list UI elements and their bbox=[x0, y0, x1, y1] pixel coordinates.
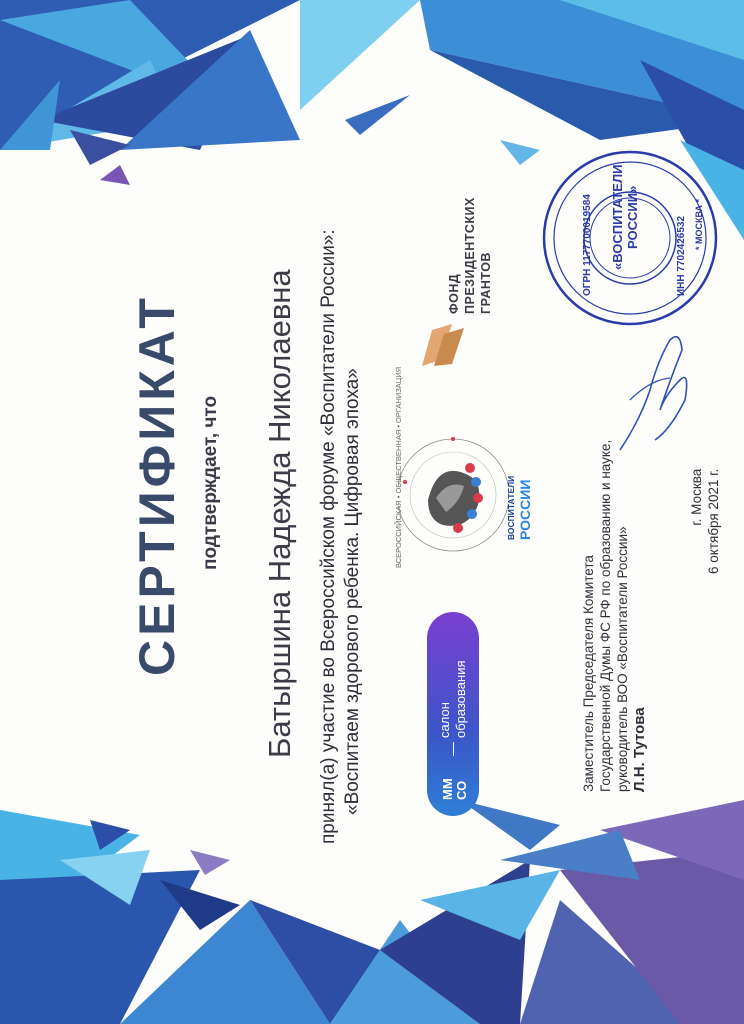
flower-red-icon bbox=[473, 493, 483, 503]
stamp-ogrn: ОГРН 1177700019584 bbox=[582, 194, 593, 296]
deco-triangle bbox=[460, 800, 560, 850]
ring-dot-icon bbox=[451, 437, 455, 441]
signatory-name: Л.Н. Тутова bbox=[631, 707, 648, 792]
participation-text: принял(а) участие во Всероссийском форуме «Воспитатели России»: bbox=[318, 229, 339, 844]
date: 6 октября 2021 г. bbox=[706, 468, 721, 574]
stamp-city: * МОСКВА * bbox=[694, 198, 704, 250]
city: г. Москва bbox=[689, 468, 704, 526]
signatory-block bbox=[580, 440, 648, 792]
signatory-position-line2: Государственной Думы ФС РФ по образованию и науке, bbox=[598, 439, 613, 792]
deco-triangle bbox=[345, 95, 410, 135]
flower-blue-icon bbox=[467, 509, 477, 519]
deco-triangle bbox=[70, 130, 130, 165]
flower-red-icon bbox=[453, 523, 463, 533]
salon-text: салон образования bbox=[437, 660, 468, 738]
logo-divider bbox=[453, 742, 454, 756]
place-date bbox=[688, 469, 722, 574]
forum-theme: «Воспитаем здорового ребенка. Цифровая эпоха» bbox=[342, 368, 363, 815]
signatory-position-line1: Заместитель Председателя Комитета bbox=[581, 555, 596, 792]
stamp-inn: ИНН 7702426532 bbox=[676, 215, 687, 296]
org-name: ВОСПИТАТЕЛИ РОССИИ bbox=[506, 475, 533, 540]
salon-logo bbox=[427, 612, 479, 816]
certificate-title: СЕРТИФИКАТ bbox=[129, 294, 185, 676]
deco-triangle bbox=[100, 165, 130, 185]
deco-triangle bbox=[500, 140, 540, 165]
flower-blue-icon bbox=[471, 477, 481, 487]
fund-logo-text: ФОНД ПРЕЗИДЕНТСКИХ ГРАНТОВ bbox=[447, 197, 493, 314]
recipient-name: Батыршина Надежда Николаевна bbox=[262, 269, 297, 758]
vospitateli-rossii-emblem bbox=[398, 420, 508, 570]
fund-logo-icon bbox=[418, 320, 468, 370]
flower-red-icon bbox=[465, 463, 475, 473]
signatory-position-line3: руководитель ВОО «Воспитатели России» bbox=[615, 526, 630, 792]
emblem-ring-text: ВСЕРОССИЙСКАЯ • ОБЩЕСТВЕННАЯ • ОРГАНИЗАЦИЯ bbox=[394, 366, 403, 568]
mmco-logo-mark: ММ СО bbox=[440, 778, 469, 800]
deco-triangle bbox=[300, 0, 420, 110]
stamp-center-text: «ВОСПИТАТЕЛИ РОССИИ» bbox=[610, 164, 640, 270]
confirms-text: подтверждает, что bbox=[200, 395, 221, 570]
